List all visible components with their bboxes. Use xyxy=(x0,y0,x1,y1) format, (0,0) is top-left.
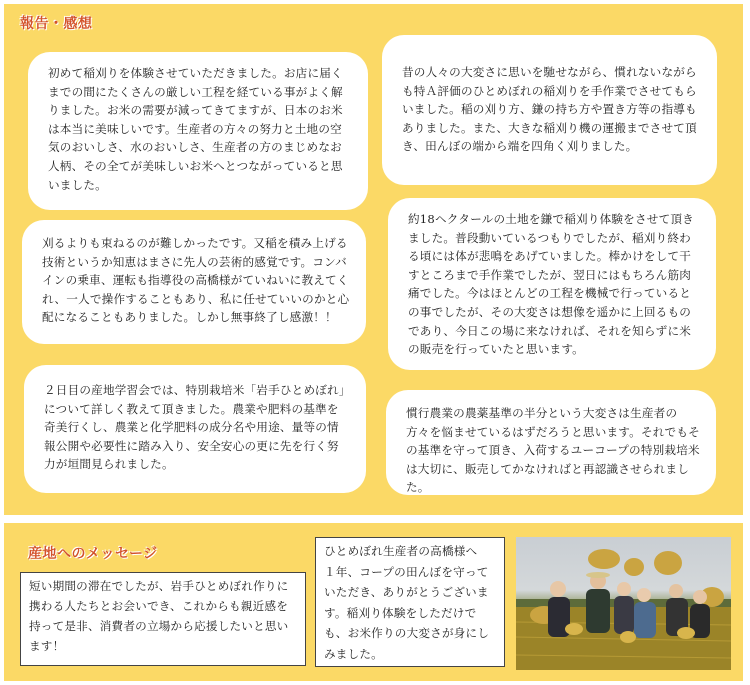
message-text-1: 短い期間の滞在でしたが、岩手ひとめぼれ作りに携わる人たちとお会いでき、これからも親近感を持って是非、消費者の立場から応援したいと思います！ xyxy=(29,579,289,653)
comment-bubble-1 xyxy=(28,52,368,210)
comment-bubble-3 xyxy=(22,220,366,344)
comment-text-5: ２日目の産地学習会では、特別栽培米「岩手ひとめぼれ」について詳しく教えて頂きました。農業や肥料の基準を奇美行くし、農業と化学肥料の成分名や用途、量等の情報公開や必要性に踏み入り、安全安心の更に先を行く努力が垣間見られました。 xyxy=(44,383,345,472)
message-text-2: ひとめぼれ生産者の高橋様へ １年、コープの田んぼを守っていただき、ありがとうございます。稲刈り体験をしただけでも、お米作りの大変さが身にしみました。 xyxy=(324,544,490,661)
comment-bubble-4 xyxy=(388,198,716,370)
message-box-1 xyxy=(20,572,306,666)
message-box-2 xyxy=(315,537,505,667)
comment-bubble-6 xyxy=(386,390,716,495)
message-heading: 産地へのメッセージ xyxy=(28,546,158,562)
comment-text-6: 慣行農業の農薬基準の半分という大変さは生産者の方々を悩ませているはずだろうと思います。それでもその基準を守って頂き、入荷するユーコープの特別栽培米は大切に、販売してかなければと再認識させられました。 xyxy=(406,406,700,495)
comment-text-3: 刈るよりも束ねるのが難しかったです。又稲を積み上げる技術というか知恵はまさに先人の芸術的感覚です。コンバインの乗車、運転も指導役の高橋様がていねいに教えてくれ、一人で操作することもあり、私に任せていいのかと心配になることもありました。しかし無事終了し感激！！ xyxy=(42,236,350,325)
report-heading: 報告・感想 xyxy=(20,16,93,32)
photo-illustration xyxy=(516,537,731,670)
comment-text-2: 昔の人々の大変さに思いを馳せながら、慣れないながらも特Ａ評価のひとめぼれの稲刈りを手作業でさせてもらいました。稲の刈り方、鎌の持ち方や置き方等の指導もありました。また、大きな稲刈り機の運搬までさせて頂き、田んぼの端から端を四角く刈りました。 xyxy=(402,65,697,154)
harvest-group-photo xyxy=(516,537,731,670)
comment-bubble-2 xyxy=(382,35,717,185)
comment-text-4: 約18ヘクタールの土地を鎌で稲刈り体験をさせて頂きました。普段動いているつもりでしたが、稲刈り終わる頃には体が悲鳴をあげていました。棒かけをして干すところまで手作業でしたが、翌日にはもちろん筋肉痛でした。今はほとんどの工程を機械で行っているとの事でしたが、その大変さは想像を遥かに上回るものであり、今日この場に来なければ、それを知らずに米の販売を行っていたと思います。 xyxy=(408,212,694,357)
comment-bubble-5 xyxy=(24,365,366,493)
comment-text-1: 初めて稲刈りを体験させていただきました。お店に届くまでの間にたくさんの厳しい工程を経ている事がよく解りました。お米の需要が減ってきてますが、日本のお米は本当に美味しいです。生産者の方々の努力と土地の空気のおいしさ、水のおいしさ、生産者の方のまじめなお人柄、その全てが美味しいお米へとつながっていると思いました。 xyxy=(48,66,343,192)
